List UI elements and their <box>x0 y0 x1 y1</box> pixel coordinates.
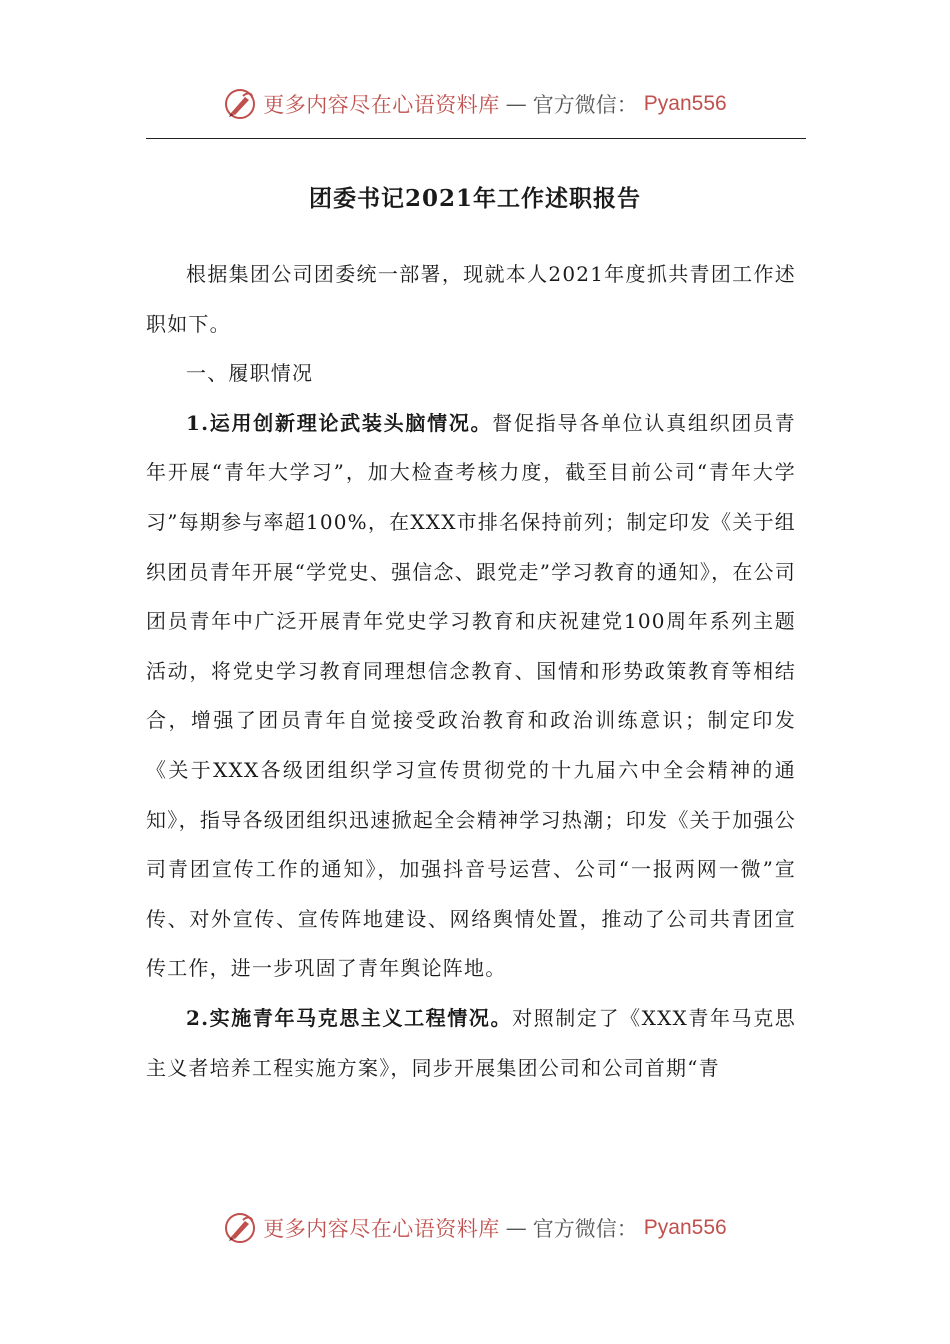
watermark-dash: — <box>505 1216 527 1240</box>
watermark-wechat-id: Pyan556 <box>643 92 727 115</box>
item-heading: 2.实施青年马克思主义工程情况。 <box>186 1005 513 1030</box>
watermark-library-text: 更多内容尽在心语资料库 <box>263 93 500 117</box>
watermark-library-text: 更多内容尽在心语资料库 <box>263 1217 500 1241</box>
section-heading: 一、履职情况 <box>186 361 314 386</box>
pen-logo-icon <box>223 1211 257 1245</box>
header-divider <box>146 138 806 139</box>
item-text: 对照制定了《XXX青年马克思主义者培养工程实施方案》，同步开展集团公司和公司首期“青 <box>146 1005 796 1080</box>
item-paragraph <box>146 994 796 1093</box>
watermark-wechat-id: Pyan556 <box>643 1216 727 1239</box>
item-paragraph <box>146 399 796 994</box>
watermark-dash: — <box>505 92 527 116</box>
pen-logo-icon <box>223 87 257 121</box>
item-heading: 1.运用创新理论武装头脑情况。 <box>186 410 493 435</box>
item-text: 督促指导各单位认真组织团员青年开展“青年大学习”，加大检查考核力度，截至目前公司“青年大学习”每期参与率超100%，在XXX市排名保持前列；制定印发《关于组织团员青年开展“学党史、强信念、跟党走”学习教育的通知》，在公司团员青年中广泛开展青年党史学习教育和庆祝建党100周年系列主题活动，将党史学习教育同理想信念教育、国情和形势政策教育等相结合，增强了团员青年自觉接受政治教育和政治训练意识；制定印发《关于XXX各级团组织学习宣传贯彻党的十九届六中全会精神的通知》，指导各级团组织迅速掀起全会精神学习热潮；印发《关于加强公司青团宣传工作的通知》，加强抖音号运营、公司“一报两网一微”宣传、对外宣传、宣传阵地建设、网络舆情处置，推动了公司共青团宣传工作，进一步巩固了青年舆论阵地。 <box>146 410 796 981</box>
watermark-banner-top <box>0 84 950 124</box>
document-title: 团委书记2021年工作述职报告 <box>308 185 641 212</box>
intro-paragraph: 根据集团公司团委统一部署，现就本人2021年度抓共青团工作述职如下。 <box>146 262 796 336</box>
watermark-wechat-label: 官方微信： <box>532 93 638 117</box>
watermark-wechat-label: 官方微信： <box>532 1217 638 1241</box>
document-body <box>146 250 796 1093</box>
watermark-banner-bottom <box>0 1208 950 1248</box>
